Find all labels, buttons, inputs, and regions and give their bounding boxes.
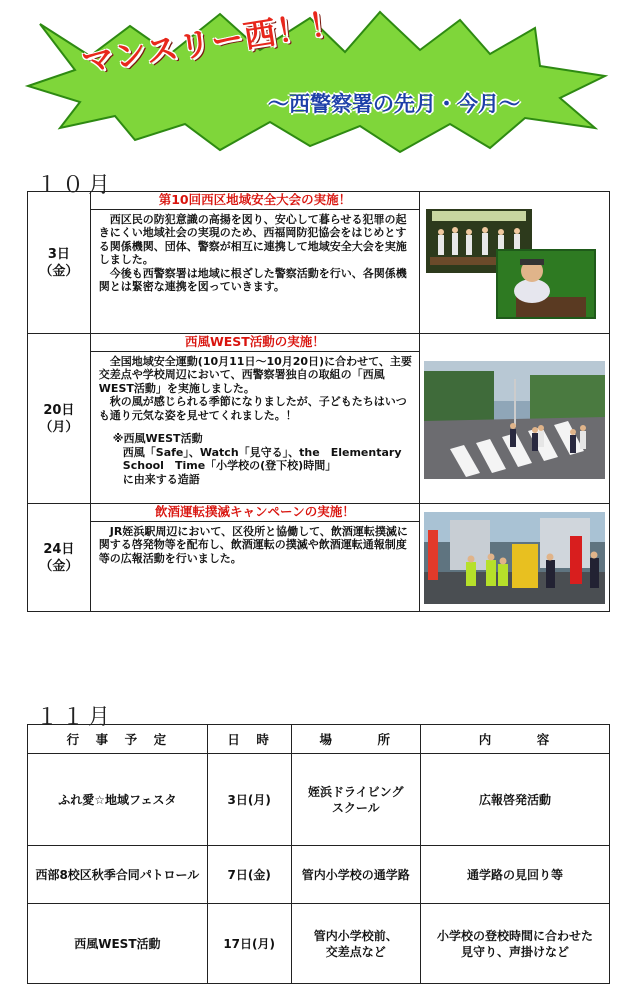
event-date <box>28 334 91 504</box>
event-note-line: 西風「Safe」、Watch「見守る」、the Elementary <box>122 445 402 459</box>
crosswalk-photo <box>420 357 609 481</box>
event-paragraph: JR姪浜駅周辺において、区役所と協働して、飲酒運転撲滅に関する啓発物等を配布し、飲酒運転の撲滅や飲酒運転通報制度等の広報活動を行いました。 <box>98 524 408 565</box>
event-content <box>90 334 419 504</box>
event-paragraph: 西区民の防犯意識の高揚を図り、安心して暮らせる犯罪の起きにくい地域社会の実現のため、西福岡防犯協会をはじめとする関係機関、団体、警察が相互に連携して地域安全大会を実施しました。 <box>98 212 407 266</box>
event-note-title: ※西風WEST活動 <box>112 432 203 445</box>
november-heading: １１月 <box>36 705 115 730</box>
event-day: 24日 <box>43 541 75 557</box>
event-title: 第10回西区地域安全大会の実施！ <box>91 192 419 210</box>
event-paragraph: 今後も西警察署は地域に根ざした警察活動を行い、各関係機関とは緊密な連携を図っていきます。 <box>98 266 407 293</box>
event-body <box>91 352 419 489</box>
event-weekday: （月） <box>39 419 79 435</box>
table-row <box>28 754 610 846</box>
row-date: 3日(月) <box>207 754 291 846</box>
row-content: 広報啓発活動 <box>420 754 609 846</box>
row-event: ふれ愛☆地域フェスタ <box>28 754 208 846</box>
event-date <box>28 192 91 334</box>
banner-title: マンスリー西！！ <box>78 2 345 82</box>
campaign-photo <box>420 510 609 606</box>
event-paragraph: 全国地域安全運動(10月11日～10月20日)に合わせて、主要交差点や学校周辺において、西警察署独自の取組の「西風WEST活動」を実施しました。 <box>98 354 412 395</box>
table-header-row <box>28 725 610 754</box>
event-body <box>91 210 419 296</box>
event-photo-cell <box>419 334 609 504</box>
row-place: 管内小学校の通学路 <box>291 846 420 904</box>
column-header-place: 場 所 <box>291 725 420 754</box>
row-date: 17日(月) <box>207 904 291 984</box>
event-body <box>91 522 419 568</box>
table-row <box>28 846 610 904</box>
event-paragraph: 秋の風が感じられる季節になりましたが、子どもたちはいつも通り元気な姿を見せてくれました。！ <box>98 395 407 422</box>
event-title: 飲酒運転撲滅キャンペーンの実施！ <box>91 504 419 522</box>
event-weekday: （金） <box>39 263 79 279</box>
event-day: 20日 <box>43 402 75 418</box>
event-row <box>28 334 610 504</box>
event-content <box>90 192 419 334</box>
row-event: 西風WEST活動 <box>28 904 208 984</box>
event-title: 西風WEST活動の実施！ <box>91 334 419 352</box>
event-weekday: （金） <box>39 558 79 574</box>
event-date <box>28 504 91 612</box>
november-schedule-table <box>27 724 610 984</box>
event-content <box>90 504 419 612</box>
row-content: 通学路の見回り等 <box>420 846 609 904</box>
row-date: 7日(金) <box>207 846 291 904</box>
event-row <box>28 504 610 612</box>
october-events-table <box>27 191 610 612</box>
column-header-content: 内 容 <box>420 725 609 754</box>
row-content: 小学校の登校時間に合わせた 見守り、声掛けなど <box>420 904 609 984</box>
column-header-date: 日 時 <box>207 725 291 754</box>
event-row <box>28 192 610 334</box>
event-day: 3日 <box>47 246 70 262</box>
ceremony-photo <box>420 201 609 325</box>
october-heading: １０月 <box>36 173 115 198</box>
event-photo-cell <box>419 504 609 612</box>
event-note-line: に由来する造語 <box>122 472 200 486</box>
banner-subtitle: ～西警察署の先月・今月～ <box>268 92 520 116</box>
event-note-line: School Time「小学校の(登下校)時間」 <box>122 459 337 472</box>
row-place: 管内小学校前、 交差点など <box>291 904 420 984</box>
row-event: 西部8校区秋季合同パトロール <box>28 846 208 904</box>
event-photo-cell <box>419 192 609 334</box>
row-place: 姪浜ドライビング スクール <box>291 754 420 846</box>
table-row <box>28 904 610 984</box>
header-banner <box>20 2 620 156</box>
column-header-event: 行 事 予 定 <box>28 725 208 754</box>
